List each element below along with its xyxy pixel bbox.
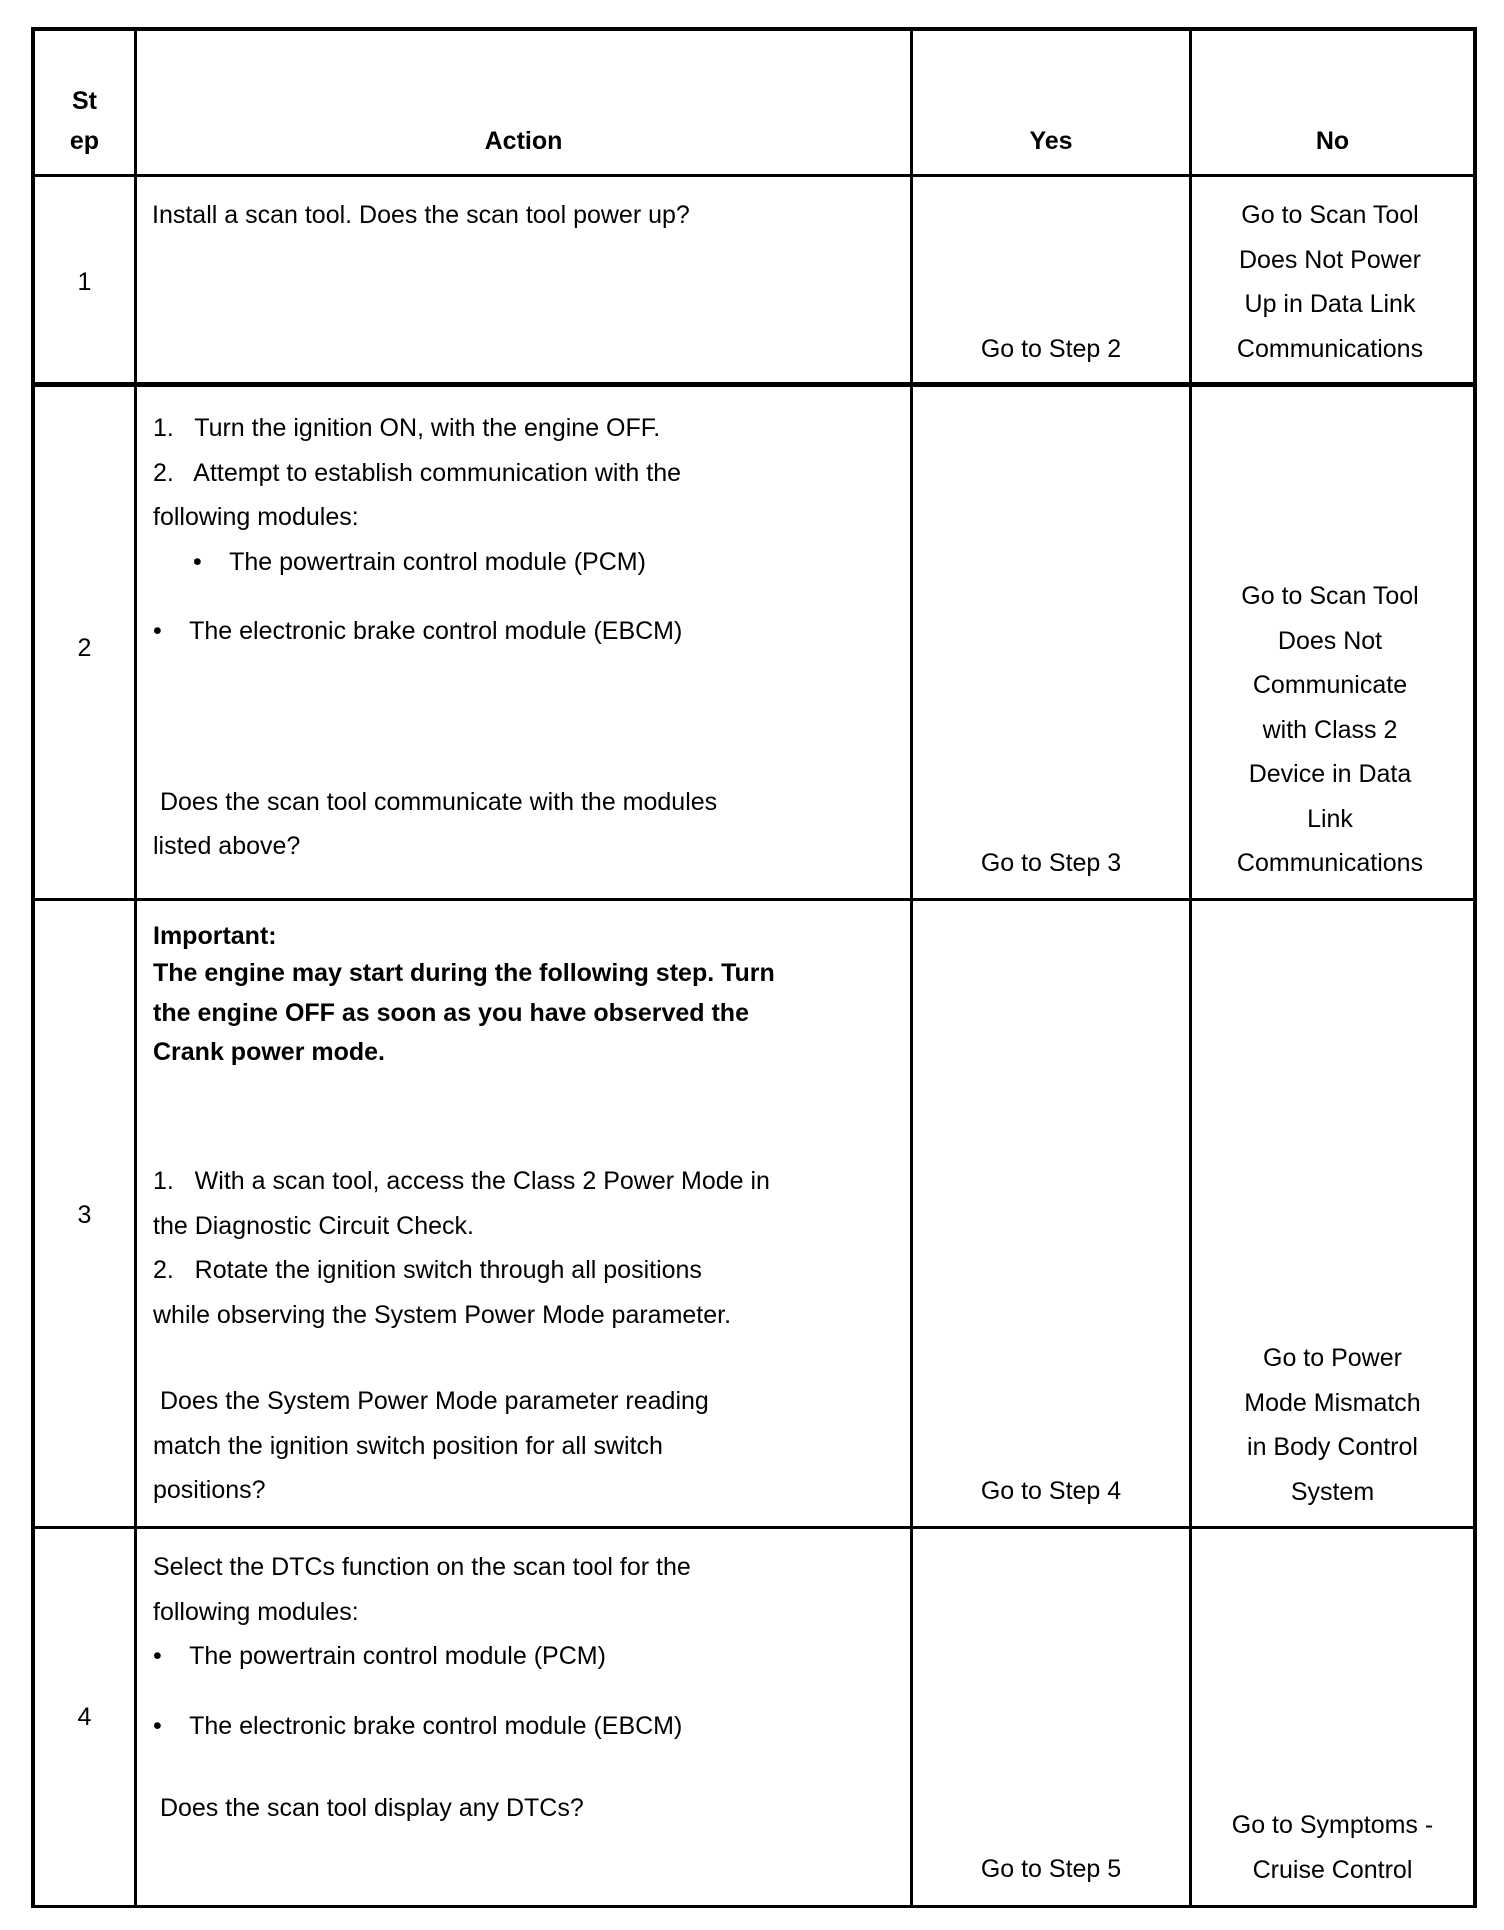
header-step-line1: St <box>72 87 97 115</box>
no-result <box>1192 574 1468 886</box>
bullet-item: • The electronic brake control module (EBCM) <box>153 1711 683 1740</box>
no-result-line: Communications <box>1236 334 1424 363</box>
table-border-bottom <box>31 1905 1477 1908</box>
question-text: positions? <box>153 1476 266 1504</box>
action-text <box>153 1159 903 1513</box>
no-result-line: Go to Scan Tool <box>1241 201 1419 229</box>
step-number: 4 <box>77 1703 92 1731</box>
action-text <box>153 1545 903 1831</box>
table-border-top <box>31 27 1477 31</box>
column-divider-step <box>134 27 137 1908</box>
intro-text: following modules: <box>153 1597 359 1626</box>
list-item-continuation: while observing the System Power Mode parameter. <box>153 1300 732 1329</box>
header-step-line2: ep <box>69 127 100 155</box>
no-result-line: Go to Scan Tool <box>1241 582 1419 610</box>
yes-result: Go to Step 5 <box>980 1855 1122 1883</box>
row-divider-2 <box>31 898 1477 901</box>
question-text: Does the System Power Mode parameter reading <box>153 1387 709 1415</box>
no-result-line: Up in Data Link <box>1244 290 1416 318</box>
header-divider <box>31 174 1477 177</box>
no-result-line: Does Not Power <box>1238 245 1422 274</box>
important-text: the engine OFF as soon as you have observed the <box>153 998 749 1027</box>
step-number: 2 <box>77 634 92 662</box>
no-result-line: Go to Symptoms - <box>1231 1811 1434 1839</box>
no-result-line: Cruise Control <box>1252 1855 1413 1884</box>
yes-result: Go to Step 3 <box>980 849 1122 877</box>
question-text: Does the scan tool communicate with the modules <box>153 787 718 816</box>
table-border-left <box>31 27 35 1908</box>
list-item: 1. With a scan tool, access the Class 2 Power Mode in <box>153 1167 770 1195</box>
important-label: Important: <box>153 922 277 950</box>
no-result-line: System <box>1290 1477 1375 1506</box>
important-text: Crank power mode. <box>153 1038 385 1066</box>
list-item: 2. Rotate the ignition switch through all positions <box>153 1256 702 1284</box>
question-text: listed above? <box>153 832 301 860</box>
header-action: Action <box>484 127 563 155</box>
row-divider-3 <box>31 1526 1477 1529</box>
step-number: 3 <box>77 1201 92 1229</box>
column-divider-action <box>910 27 913 1908</box>
yes-result: Go to Step 2 <box>980 335 1122 363</box>
no-result-line: Communicate <box>1252 671 1408 699</box>
list-item: 1. Turn the ignition ON, with the engine OFF. <box>153 414 661 442</box>
no-result-line: Go to Power <box>1263 1344 1402 1372</box>
step-number: 1 <box>77 268 92 296</box>
table-border-right <box>1473 27 1477 1908</box>
list-item: 2. Attempt to establish communication with the <box>153 458 682 487</box>
no-result-line: Does Not <box>1277 626 1383 655</box>
intro-text: Select the DTCs function on the scan tool for the <box>153 1553 691 1581</box>
action-text: Install a scan tool. Does the scan tool power up? <box>152 201 690 229</box>
header-step <box>35 81 134 161</box>
list-item-continuation: following modules: <box>153 503 359 531</box>
no-result-line: Communications <box>1236 849 1424 877</box>
no-result-line: with Class 2 <box>1262 715 1398 744</box>
row-divider-1 <box>31 382 1477 387</box>
bullet-item: • The powertrain control module (PCM) <box>193 547 646 576</box>
question-text: Does the scan tool display any DTCs? <box>153 1794 584 1822</box>
no-result-line: Mode Mismatch <box>1244 1388 1421 1417</box>
important-text: The engine may start during the following step. Turn <box>153 959 775 987</box>
bullet-item: • The electronic brake control module (EBCM) <box>153 617 683 645</box>
no-result-line: Link <box>1307 804 1353 833</box>
no-result <box>1192 193 1468 371</box>
important-note <box>153 918 903 1073</box>
question-text: match the ignition switch position for all switch <box>153 1431 663 1460</box>
no-result <box>1192 1336 1473 1514</box>
bullet-item: • The powertrain control module (PCM) <box>153 1642 606 1670</box>
no-result <box>1192 1803 1473 1892</box>
no-result-line: Device in Data <box>1248 760 1412 788</box>
no-result-line: in Body Control <box>1247 1433 1418 1461</box>
action-text <box>153 406 903 869</box>
list-item-continuation: the Diagnostic Circuit Check. <box>153 1211 474 1240</box>
header-no: No <box>1315 127 1350 155</box>
yes-result: Go to Step 4 <box>980 1477 1122 1505</box>
header-yes: Yes <box>1029 127 1073 155</box>
